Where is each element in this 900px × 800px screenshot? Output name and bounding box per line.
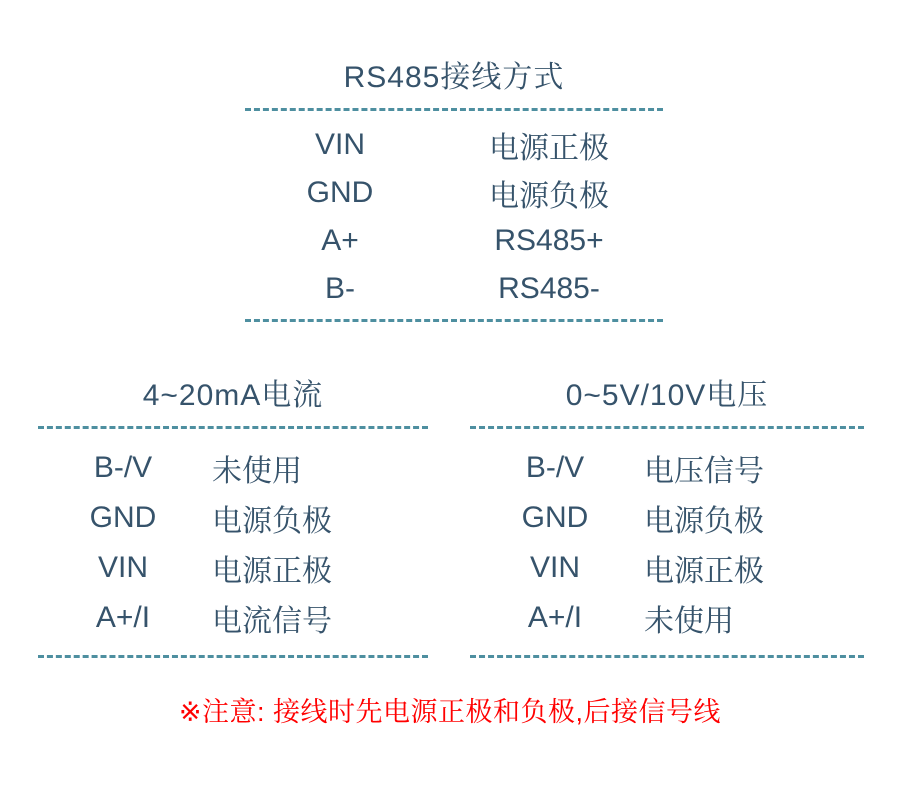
- current-wiring-block: [38, 378, 428, 658]
- terminal-meaning: 电源负极: [644, 505, 764, 538]
- current-block-title: 4~20mA电流: [142, 379, 324, 412]
- terminal-label: A+: [321, 224, 359, 257]
- rs485-rows: [245, 111, 663, 319]
- terminal-meaning: 电源正极: [489, 132, 609, 165]
- rs485-block-title: RS485接线方式: [343, 61, 565, 94]
- current-rows: [38, 429, 428, 655]
- table-row: [38, 493, 428, 543]
- terminal-label: GND: [306, 176, 374, 209]
- terminal-meaning: 电源正极: [644, 555, 764, 588]
- rs485-bottom-divider: [245, 319, 663, 322]
- current-bottom-divider: [38, 655, 428, 658]
- terminal-meaning: 未使用: [644, 605, 734, 638]
- terminal-meaning: RS485+: [494, 224, 604, 257]
- terminal-label: B-/V: [525, 451, 585, 484]
- terminal-label: VIN: [529, 551, 580, 584]
- terminal-label: VIN: [97, 551, 148, 584]
- terminal-label: A+/I: [95, 601, 151, 634]
- terminal-meaning: 电源负极: [489, 180, 609, 213]
- terminal-meaning: 未使用: [212, 455, 302, 488]
- table-row: [38, 443, 428, 493]
- table-row: [245, 121, 663, 169]
- table-row: [470, 593, 864, 643]
- voltage-block-title: 0~5V/10V电压: [565, 379, 769, 412]
- terminal-label: A+/I: [527, 601, 583, 634]
- terminal-label: GND: [521, 501, 589, 534]
- voltage-rows: [470, 429, 864, 655]
- terminal-meaning: 电源正极: [212, 555, 332, 588]
- rs485-wiring-block: [245, 60, 663, 322]
- terminal-label: B-: [325, 272, 355, 305]
- terminal-label: VIN: [314, 128, 365, 161]
- voltage-bottom-divider: [470, 655, 864, 658]
- terminal-meaning: 电流信号: [212, 605, 332, 638]
- voltage-wiring-block: [470, 378, 864, 658]
- warning-note: ※注意: 接线时先电源正极和负极,后接信号线: [178, 697, 722, 727]
- table-row: [470, 443, 864, 493]
- terminal-label: B-/V: [93, 451, 153, 484]
- table-row: [245, 265, 663, 313]
- table-row: [245, 217, 663, 265]
- terminal-meaning: RS485-: [498, 272, 600, 305]
- table-row: [38, 593, 428, 643]
- terminal-meaning: 电压信号: [644, 455, 764, 488]
- table-row: [470, 543, 864, 593]
- table-row: [38, 543, 428, 593]
- terminal-label: GND: [89, 501, 157, 534]
- terminal-meaning: 电源负极: [212, 505, 332, 538]
- table-row: [470, 493, 864, 543]
- table-row: [245, 169, 663, 217]
